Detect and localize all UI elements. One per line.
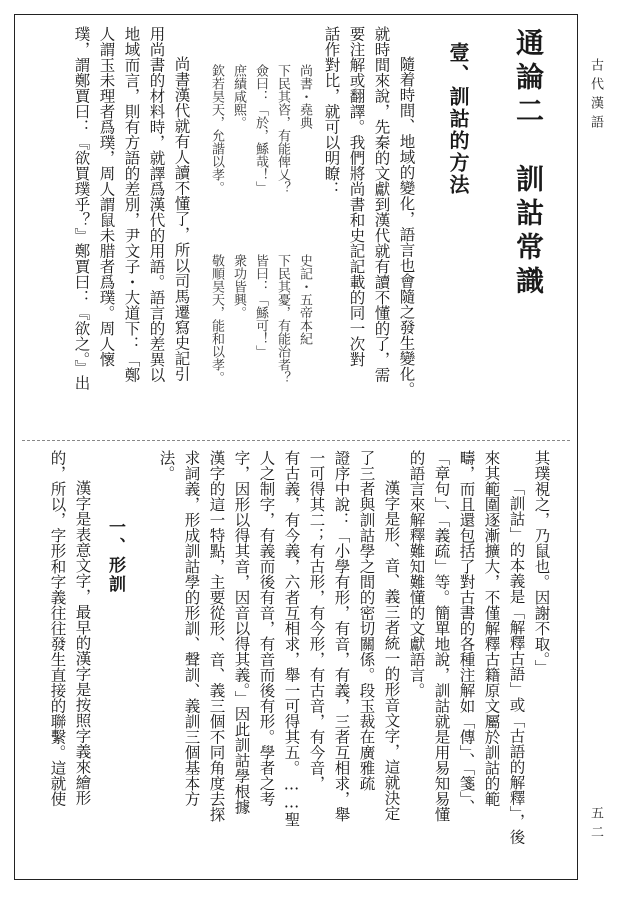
body-line: 了三者與訓詁學之間的密切關係。段玉裁在廣雅疏 [357,450,376,791]
page-number: 五二 [588,806,603,844]
body-line: 人之制字，有義而後有音，有音而後有形。學者之考 [257,450,276,807]
quote-source-shiji: 史記・五帝本紀 [297,254,312,345]
body-line: 的，所以，字形和字義往往發生直接的聯繫。這就使 [48,450,67,807]
body-line: 的語言來解釋難知難懂的文獻語言。 [407,450,426,698]
body-line: 地域而言，則有方語的差別，尹文子・大道下：「鄭 [122,26,141,383]
intro-line: 隨着時間、地域的變化，語言也會隨之發生變化。 [397,56,416,397]
quote-line: 皆曰：「鯀可！」 [253,254,268,358]
quote-source-shangshu: 尚書・堯典 [297,64,312,129]
body-line: 求詞義，形成訓詁學的形訓、聲訓、義訓三個基本方 [182,450,201,807]
section-title: 壹、訓詁的方法 [446,42,470,196]
intro-line: 要注解或翻譯。我們將尚書和史記記載的同一次對 [347,26,366,367]
body-line: 「章句」、「義疏」等。簡單地說，訓詁就是用易知易懂 [432,450,451,822]
intro-line: 就時間來說，先秦的文獻到漢代就有讀不懂的了，需 [372,26,391,383]
body-line: 字，因形以得其音，因音以得其義。」因此訓詁學根據 [232,450,251,815]
quote-line: 下民其咨，有能俾乂？ [275,64,290,194]
body-line: 證序中說：「小學有形，有音，有義，三者互相求，舉 [332,450,351,822]
body-line: 漢字的這一特點，主要從形、音、義三個不同角度去探 [207,450,226,822]
quote-line: 欽若昊天，允諧以孝。 [209,64,224,194]
top-section [22,22,570,438]
body-line: 漢字是表意文字，最早的漢字是按照字義來繪形 [73,480,92,806]
quote-line: 衆功皆興。 [231,254,246,319]
body-line: 人謂玉未理者爲璞，周人謂鼠未腊者爲璞。周人懷 [97,26,116,367]
intro-line: 話作對比，就可以明瞭： [322,26,341,197]
body-line: 用尚書的材料時，就譯爲漢代的用語。語言的差異以 [147,26,166,383]
subsection-title: 一、形訓 [105,518,125,594]
body-line: 來其範圍逐漸擴大，不僅解釋古籍原文屬於訓詁的範 [482,450,501,807]
body-line: 一可得其二；有古形，有今形，有古音，有今音， [307,450,326,791]
body-line: 璞，謂鄭賈曰：『欲買璞乎？』鄭賈曰：『欲之。』出 [72,26,91,391]
body-line: 有古義，有今義，六者互相求，舉一可得其五。……聖 [282,450,301,827]
bottom-section [22,446,570,870]
quote-line: 庶績咸熙。 [231,64,246,129]
quote-line: 敬順昊天，能和以孝。 [209,254,224,384]
body-line: 「訓詁」的本義是「解釋古語」或「古語的解釋」，後 [507,480,526,845]
quote-line: 下民其憂，有能治者？ [275,254,290,384]
chapter-title: 通論二 訓詁常識 [512,28,545,300]
quote-line: 僉曰：「於，鯀哉！」 [253,64,268,194]
body-line: 漢字是形、音、義三者統一的形音文字，這就決定 [382,480,401,821]
running-header: 古代漢語 [588,58,603,134]
body-line: 尚書漢代就有人讀不懂了，所以司馬遷寫史記引 [172,56,191,382]
body-line: 其璞視之，乃鼠也。因謝不取。」 [532,450,551,675]
body-line: 疇，而且還包括了對古書的各種注解如「傳」、「箋」、 [457,450,476,815]
body-line: 法。 [157,450,176,481]
section-divider [22,440,570,441]
